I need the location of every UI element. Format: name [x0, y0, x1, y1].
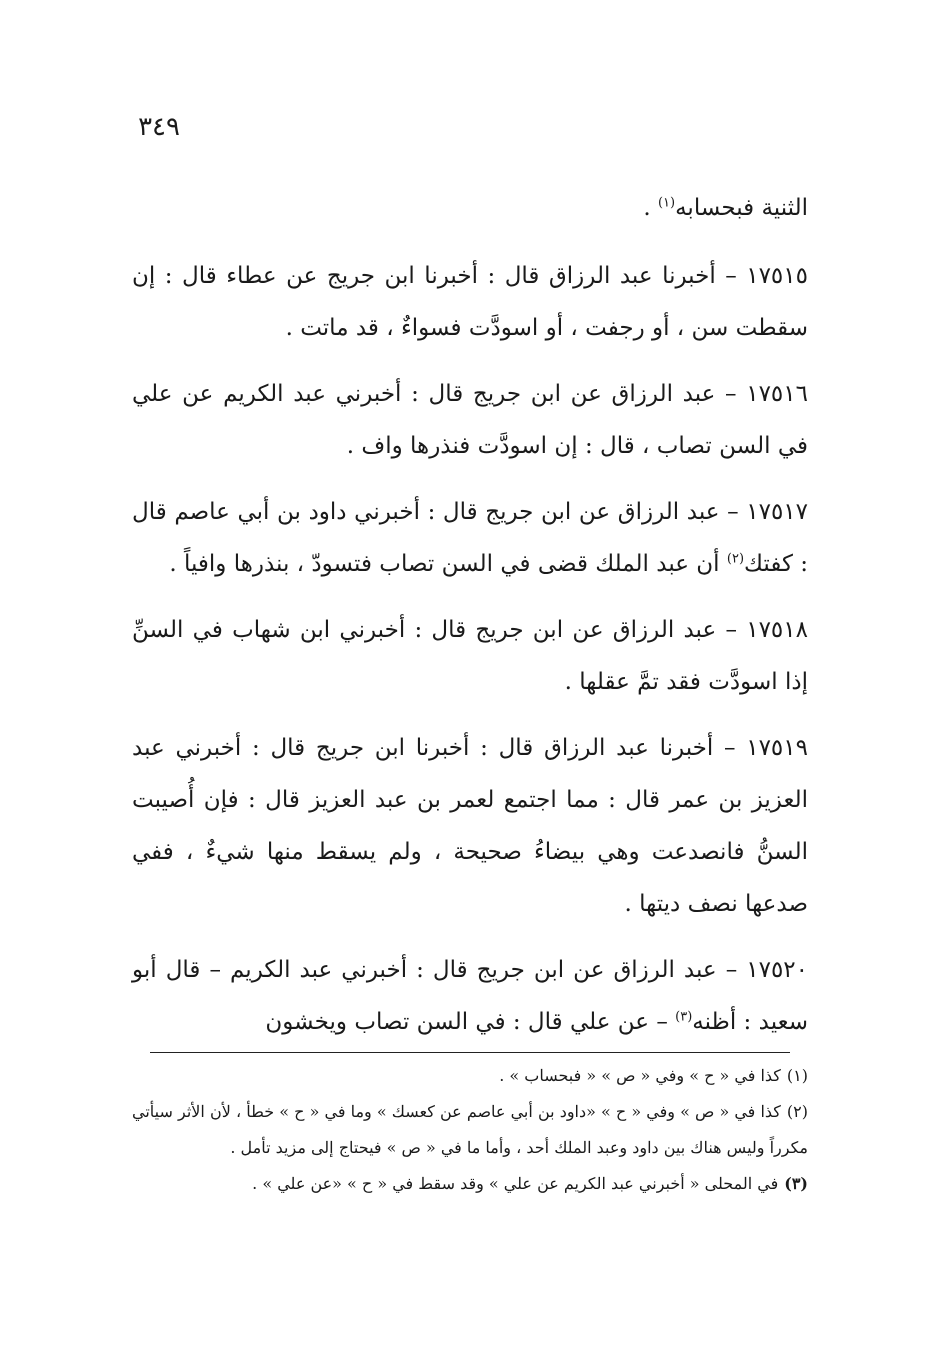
dash: – — [715, 263, 747, 289]
hadith-number: ١٧٥١٥ — [746, 263, 808, 289]
hadith-paragraph — [132, 722, 808, 930]
footnote-divider — [150, 1052, 790, 1053]
footnote-text: في المحلى « أخبرني عبد الكريم عن علي » وقد سقط في « ح » «عن علي » . — [252, 1174, 779, 1193]
footnote-number: (٢) — [786, 1102, 808, 1121]
dash: – — [716, 617, 747, 643]
footnote-ref: (٣) — [675, 1009, 693, 1025]
footnote-ref: (١) — [657, 195, 676, 211]
dash: – — [716, 957, 747, 983]
footnote-text: كذا في « ح » وفي « ص » « فبحساب » . — [499, 1066, 781, 1085]
hadith-paragraph — [132, 604, 808, 708]
footnote-item — [132, 1058, 808, 1094]
footnote-ref: (٢) — [726, 551, 745, 567]
dash: – — [715, 381, 747, 407]
hadith-text: أخبرنا عبد الرزاق قال : أخبرنا ابن جريج قال : أخبرني عبد العزيز بن عمر قال : مما اجتمع لعمر بن عبد العزيز قال : فإن أُصيبت السنُّ فانصدعت وهي بيضاءُ صحيحة ، ولم يسقط منها شيءٌ ، ففي صدعها نصف ديتها . — [132, 735, 808, 917]
hadith-number: ١٧٥٢٠ — [746, 957, 809, 983]
hadith-text: عبد الرزاق عن ابن جريج قال : أخبرني عبد الكريم عن علي في السن تصاب ، قال : إن اسودَّت فنذرها واف . — [132, 381, 808, 459]
hadith-paragraph — [132, 944, 808, 1048]
footnote-number: (١) — [786, 1066, 808, 1085]
hadith-text: أخبرنا عبد الرزاق قال : أخبرنا ابن جريج عن عطاء قال : إن سقطت سن ، أو رجفت ، أو اسودَّت فسواءٌ ، قد ماتت . — [132, 263, 808, 341]
hadith-paragraph — [132, 486, 808, 590]
continuation-end: . — [643, 195, 658, 221]
hadith-text: أن عبد الملك قضى في السن تصاب فتسودّ ، بنذرها وافياً . — [169, 551, 727, 577]
dash: – — [719, 499, 747, 525]
footnote-text: كذا في « ص » وفي « ح » «داود بن أبي عاصم عن كعسك » وما في « ح » خطأ ، لأن الأثر سيأتي مكرراً وليس هناك بين داود وعبد الملك أحد ، وأما ما في « ص » فيحتاج إلى مزيد تأمل . — [132, 1102, 808, 1157]
continuation-paragraph — [132, 182, 808, 234]
hadith-number: ١٧٥١٧ — [746, 499, 809, 525]
hadith-number: ١٧٥١٩ — [746, 735, 808, 761]
page-number: ٣٤٩ — [138, 112, 180, 142]
footnote-item — [132, 1094, 808, 1166]
main-text — [132, 182, 808, 1062]
hadith-text: عبد الرزاق عن ابن جريج قال : أخبرني داود بن أبي عاصم قال : كفتك — [132, 499, 808, 577]
hadith-number: ١٧٥١٨ — [746, 617, 808, 643]
dash: – — [713, 735, 747, 761]
footnote-item — [132, 1166, 808, 1202]
hadith-number: ١٧٥١٦ — [746, 381, 808, 407]
hadith-text: عبد الرزاق عن ابن جريج قال : أخبرني ابن شهاب في السنِّ إذا اسودَّت فقد تمَّ عقلها . — [132, 617, 808, 695]
hadith-text: – عن علي قال : في السن تصاب ويخشون — [265, 1009, 676, 1035]
continuation-text: الثنية فبحسابه — [675, 195, 808, 221]
hadith-paragraph — [132, 250, 808, 354]
hadith-text: عبد الرزاق عن ابن جريج قال : أخبرني عبد الكريم – قال أبو سعيد : أظنه — [132, 957, 808, 1035]
footnote-number: (٣) — [784, 1174, 808, 1193]
hadith-paragraph — [132, 368, 808, 472]
footnotes — [132, 1058, 808, 1202]
